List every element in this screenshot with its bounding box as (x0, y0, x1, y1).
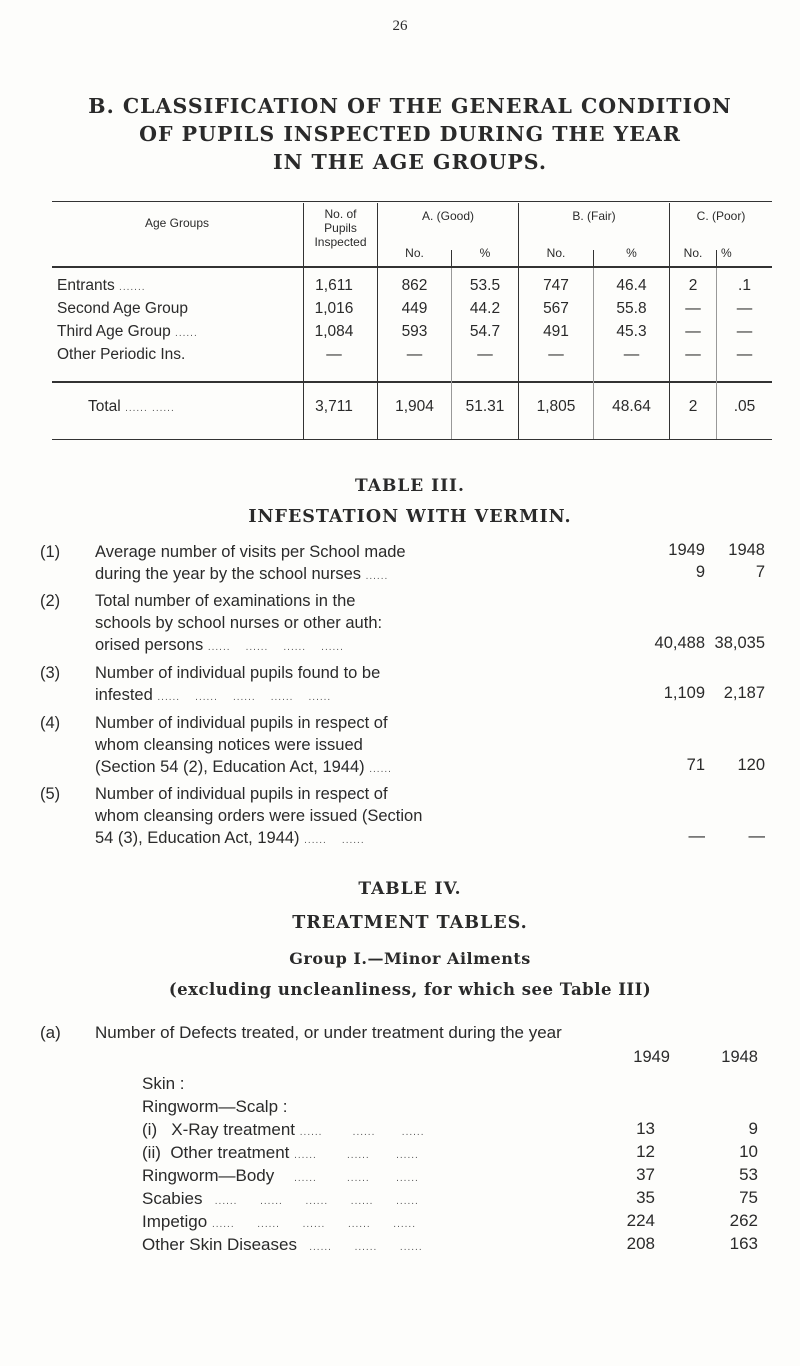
item-line: 54 (3), Education Act, 1944) ...... ...... (95, 829, 365, 847)
row-label: Second Age Group (57, 300, 188, 317)
item-line: infested ...... ...... ...... ...... ...... (95, 686, 332, 704)
item-line: Number of individual pupils found to be (95, 664, 381, 682)
row-label: Other Skin Diseases ...... ...... ...... (142, 1235, 423, 1254)
item-line: Number of individual pupils in respect of (95, 714, 388, 732)
header-inspected (304, 207, 377, 249)
year-1948: 1948 (721, 1048, 758, 1066)
cell-good-pct: — (477, 346, 493, 363)
total-fair-pct: 48.64 (612, 398, 651, 415)
cell-poor-no: 2 (688, 277, 698, 294)
total-good-no: 1,904 (395, 398, 434, 415)
cell-good-pct: 54.7 (469, 323, 501, 340)
table4-title: TABLE IV. (358, 879, 462, 899)
item-number: (1) (40, 543, 61, 561)
cell-fair-pct: 55.8 (616, 300, 647, 317)
value-1949: 37 (636, 1165, 655, 1184)
value-1948: 2,187 (723, 684, 765, 702)
cell-fair-no: 567 (543, 300, 569, 317)
item-line: Total number of examinations in the (95, 592, 356, 610)
cell-fair-no: 491 (543, 323, 569, 340)
total-poor-no: 2 (688, 398, 698, 415)
ringworm-scalp-label: Ringworm—Scalp : (142, 1097, 288, 1116)
cell-good-no: 449 (401, 300, 428, 317)
cell-fair-pct: — (623, 346, 640, 363)
item-number: (2) (40, 592, 61, 610)
row-label: Ringworm—Body ...... ...... ...... (142, 1166, 419, 1185)
value-1948: 262 (729, 1211, 758, 1230)
cell-good-pct: 53.5 (469, 277, 501, 294)
cell-poor-pct: — (736, 300, 753, 317)
total-label: Total ...... ...... (88, 398, 175, 415)
cell-inspected: 1,084 (314, 323, 354, 340)
item-line: (Section 54 (2), Education Act, 1944) ...... (95, 758, 392, 776)
year-1949: 1949 (633, 1048, 670, 1066)
value-1949: 12 (636, 1142, 655, 1161)
cell-good-no: — (406, 346, 423, 363)
value-1948: — (748, 827, 765, 845)
item-line: whom cleansing orders were issued (Section (95, 807, 423, 825)
item-text (95, 712, 615, 781)
row-label: (ii) Other treatment ...... ...... ...... (142, 1143, 419, 1162)
cell-good-no: 593 (401, 323, 428, 340)
value-1948: 9 (748, 1119, 758, 1138)
value-1948: 120 (737, 756, 765, 774)
item-line: schools by school nurses or other auth: (95, 614, 383, 632)
item-text (95, 783, 615, 852)
group-heading: Group I.—Minor Ailments (289, 949, 531, 968)
cell-poor-no: — (685, 323, 701, 340)
table3-title: TABLE III. (355, 476, 465, 496)
header-age-groups: Age Groups (144, 216, 210, 230)
header-line: Inspected (314, 235, 367, 249)
value-1949: 9 (695, 563, 705, 581)
row-label: Scabies ...... ...... ...... ...... ...... (142, 1189, 419, 1208)
header-fair-pct: % (626, 246, 637, 260)
value-1949: 35 (636, 1188, 655, 1207)
value-1949: 1,109 (663, 684, 705, 702)
value-1949: 208 (626, 1234, 655, 1253)
item-number: (4) (40, 714, 61, 732)
value-1948: 163 (729, 1234, 758, 1253)
header-good-pct: % (479, 246, 491, 260)
cell-poor-no: — (685, 346, 701, 363)
value-1949: 13 (636, 1119, 655, 1138)
header-fair-no: No. (546, 246, 566, 260)
header-good-no: No. (405, 246, 424, 260)
header-line: Pupils (324, 221, 357, 235)
cell-fair-no: — (548, 346, 564, 363)
item-text (95, 662, 615, 709)
cell-good-pct: 44.2 (469, 300, 501, 317)
skin-label: Skin : (142, 1074, 185, 1093)
value-1948: 7 (755, 563, 765, 581)
cell-inspected: 1,611 (315, 277, 353, 294)
title-line: B. CLASSIFICATION OF THE GENERAL CONDITION (88, 94, 732, 118)
year-1949: 1949 (668, 541, 705, 559)
row-label: Impetigo ...... ...... ...... ...... ...... (142, 1212, 416, 1231)
table4-subtitle: TREATMENT TABLES. (292, 913, 528, 933)
total-poor-pct: .05 (733, 398, 756, 415)
value-1949: 71 (686, 756, 705, 774)
value-1948: 38,035 (714, 634, 765, 652)
title-line: OF PUPILS INSPECTED DURING THE YEAR (139, 122, 681, 146)
value-1949: — (688, 827, 705, 845)
item-line: Average number of visits per School made (95, 543, 406, 561)
value-1948: 75 (739, 1188, 758, 1207)
item-number: (5) (40, 785, 61, 803)
cell-poor-pct: .1 (738, 277, 751, 294)
item-line: during the year by the school nurses ...... (95, 565, 389, 583)
row-label: (i) X-Ray treatment ...... ...... ...... (142, 1120, 425, 1139)
cell-poor-pct: — (736, 323, 753, 340)
cell-inspected: 1,016 (314, 300, 354, 317)
header-poor-pct: % (721, 246, 732, 260)
table3-subtitle: INFESTATION WITH VERMIN. (248, 507, 572, 527)
cell-fair-no: 747 (543, 277, 569, 294)
item-text (95, 590, 615, 659)
cell-good-no: 862 (401, 277, 428, 294)
year-1948: 1948 (728, 541, 765, 559)
header-fair: B. (Fair) (572, 209, 616, 223)
classification-table (0, 0, 800, 450)
group-note: (excluding uncleanliness, for which see Table III) (168, 980, 652, 999)
value-1948: 53 (739, 1165, 758, 1184)
value-1949: 40,488 (654, 634, 705, 652)
cell-fair-pct: 46.4 (616, 277, 647, 294)
row-label: Other Periodic Ins. (57, 346, 186, 363)
cell-poor-no: — (685, 300, 701, 317)
item-line: whom cleansing notices were issued (95, 736, 363, 754)
header-poor-no: No. (683, 246, 703, 260)
cell-poor-pct: — (736, 346, 753, 363)
title-line: IN THE AGE GROUPS. (273, 150, 547, 174)
page-number: 26 (392, 18, 408, 34)
section-label: (a) (40, 1023, 61, 1042)
header-good: A. (Good) (421, 209, 475, 223)
row-label: Entrants ....... (57, 277, 146, 294)
header-poor: C. (Poor) (696, 209, 746, 223)
value-1948: 10 (739, 1142, 758, 1161)
cell-fair-pct: 45.3 (616, 323, 647, 340)
value-1949: 224 (626, 1211, 655, 1230)
cell-inspected: — (326, 346, 342, 363)
total-good-pct: 51.31 (465, 398, 505, 415)
header-line: No. of (324, 207, 357, 221)
total-inspected: 3,711 (315, 398, 353, 415)
section-text: Number of Defects treated, or under treatment during the year (95, 1023, 562, 1042)
item-line: Number of individual pupils in respect of (95, 785, 388, 803)
item-number: (3) (40, 664, 61, 682)
row-label: Third Age Group ...... (57, 323, 198, 340)
item-text (95, 541, 615, 588)
item-line: orised persons ...... ...... ...... ...... (95, 636, 344, 654)
total-fair-no: 1,805 (536, 398, 576, 415)
